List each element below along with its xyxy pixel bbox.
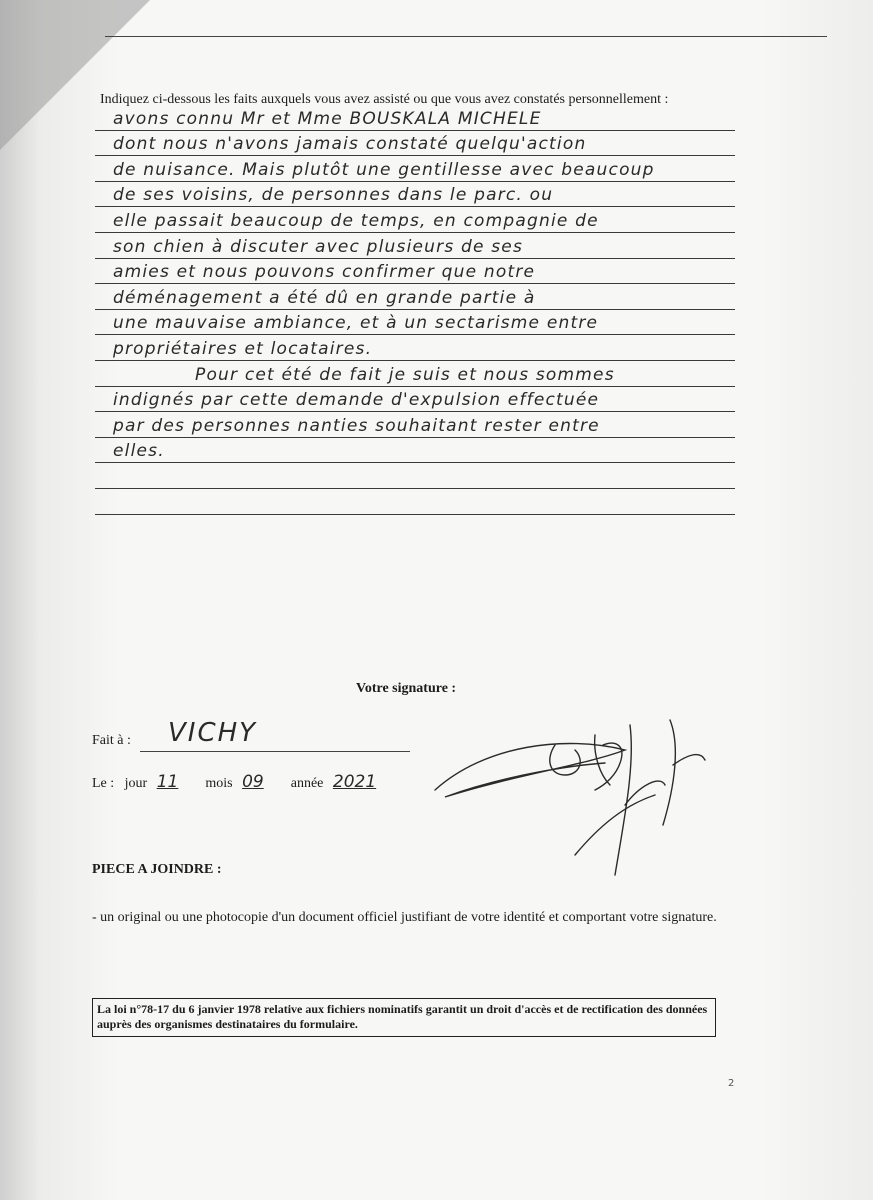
annee-value: 2021: [332, 772, 377, 792]
annee-label: année: [290, 776, 324, 791]
law-notice-text: La loi n°78-17 du 6 janvier 1978 relative aux fichiers nominatifs garantit un droit d'accès et de rectification des données auprès des organismes destinataires du formulaire.: [97, 1002, 708, 1031]
signature-title: Votre signature :: [356, 681, 457, 696]
page-number: 2: [728, 1078, 735, 1089]
date-row: [92, 772, 382, 792]
handwritten-line-text: dont nous n'avons jamais constaté quelqu'action: [113, 134, 587, 155]
handwritten-line-text: elle passait beaucoup de temps, en compagnie de: [113, 210, 599, 231]
handwritten-line-text: elles.: [113, 441, 165, 462]
ruled-line: [95, 131, 735, 157]
ruled-line: [95, 335, 735, 361]
ruled-line: [95, 105, 735, 131]
handwritten-line-text: une mauvaise ambiance, et à un sectarisme entre: [113, 313, 599, 334]
ruled-line: [95, 284, 735, 310]
handwritten-line-text: amies et nous pouvons confirmer que notre: [113, 262, 536, 283]
handwritten-line-text: son chien à discuter avec plusieurs de ses: [113, 236, 524, 257]
ruled-line: [95, 387, 735, 413]
piece-a-joindre-title: PIECE A JOINDRE :: [92, 862, 222, 877]
handwritten-testimony: [95, 105, 735, 515]
handwritten-line-text: de nuisance. Mais plutôt une gentillesse avec beaucoup: [113, 159, 655, 180]
jour-value: 11: [156, 772, 179, 792]
handwritten-signature: [425, 705, 715, 895]
handwritten-line-text: propriétaires et locataires.: [113, 338, 373, 359]
fait-a-value: VICHY: [168, 718, 258, 748]
ruled-line: [95, 233, 735, 259]
mois-value: 09: [242, 772, 264, 792]
ruled-line: [95, 489, 735, 515]
fait-a-label: Fait à :: [92, 733, 131, 748]
handwritten-line-text: indignés par cette demande d'expulsion effectuée: [113, 390, 600, 411]
jour-label: jour: [124, 776, 148, 791]
ruled-line: [95, 438, 735, 464]
ruled-line: [95, 259, 735, 285]
fait-a-underline: [140, 751, 410, 752]
le-label: Le :: [92, 776, 115, 791]
handwritten-line-text: avons connu Mr et Mme BOUSKALA MICHELE: [113, 108, 542, 129]
piece-a-joindre-text: - un original ou une photocopie d'un document officiel justifiant de votre identité et comportant votre signature.: [92, 910, 717, 925]
handwritten-line-text: déménagement a été dû en grande partie à: [113, 287, 536, 308]
handwritten-line-text: par des personnes nanties souhaitant rester entre: [113, 415, 600, 436]
ruled-line: [95, 207, 735, 233]
handwritten-line-text: de ses voisins, de personnes dans le parc. ou: [113, 185, 554, 206]
ruled-line: [95, 156, 735, 182]
ruled-line: [95, 463, 735, 489]
law-notice-box: [92, 998, 716, 1037]
mois-label: mois: [205, 776, 233, 791]
top-rule: [105, 36, 827, 37]
ruled-line: [95, 182, 735, 208]
ruled-line: [95, 310, 735, 336]
ruled-line: [95, 361, 735, 387]
ruled-line: [95, 412, 735, 438]
handwritten-line-text: Pour cet été de fait je suis et nous sommes: [195, 364, 615, 385]
intro-instruction: Indiquez ci-dessous les faits auxquels vous avez assisté ou que vous avez constatés personnellement :: [100, 92, 669, 107]
